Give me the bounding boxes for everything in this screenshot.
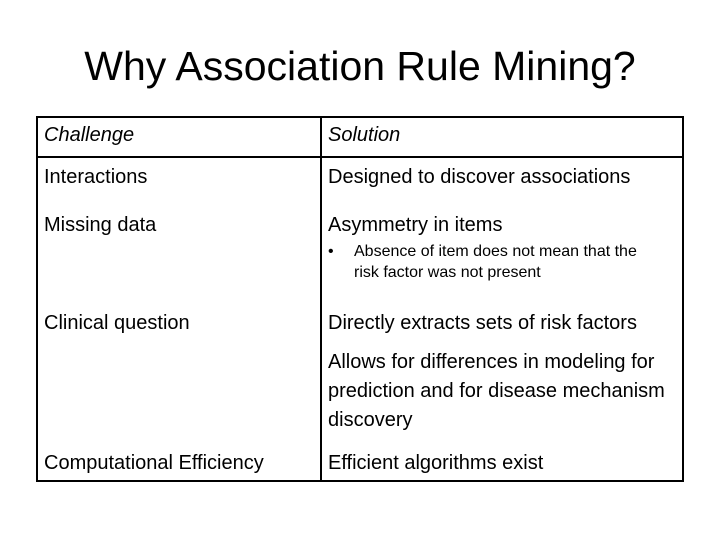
- header-challenge: Challenge: [44, 124, 135, 146]
- challenge-interactions: Interactions: [44, 166, 148, 188]
- challenge-missing-data: Missing data: [44, 214, 157, 236]
- bullet-text: Absence of item does not mean that the risk factor was not present: [354, 243, 637, 281]
- solution-missing-data: Asymmetry in items: [328, 214, 503, 236]
- challenge-clinical-question: Clinical question: [44, 312, 190, 334]
- solution-clinical-question-detail: Allows for differences in modeling for prediction and for disease mechanism discovery: [328, 351, 665, 431]
- sub-bullet-absence: [328, 241, 668, 285]
- solution-clinical-question: Directly extracts sets of risk factors: [328, 312, 637, 334]
- header-solution: Solution: [328, 124, 401, 146]
- header-rule: [38, 156, 682, 158]
- bullet-marker: •: [328, 243, 334, 260]
- challenge-solution-table: [36, 116, 684, 482]
- solution-computational-efficiency: Efficient algorithms exist: [328, 452, 544, 474]
- slide-title: Why Association Rule Mining?: [84, 43, 636, 89]
- solution-interactions: Designed to discover associations: [328, 166, 631, 188]
- column-divider: [320, 118, 322, 480]
- challenge-computational-efficiency: Computational Efficiency: [44, 452, 264, 474]
